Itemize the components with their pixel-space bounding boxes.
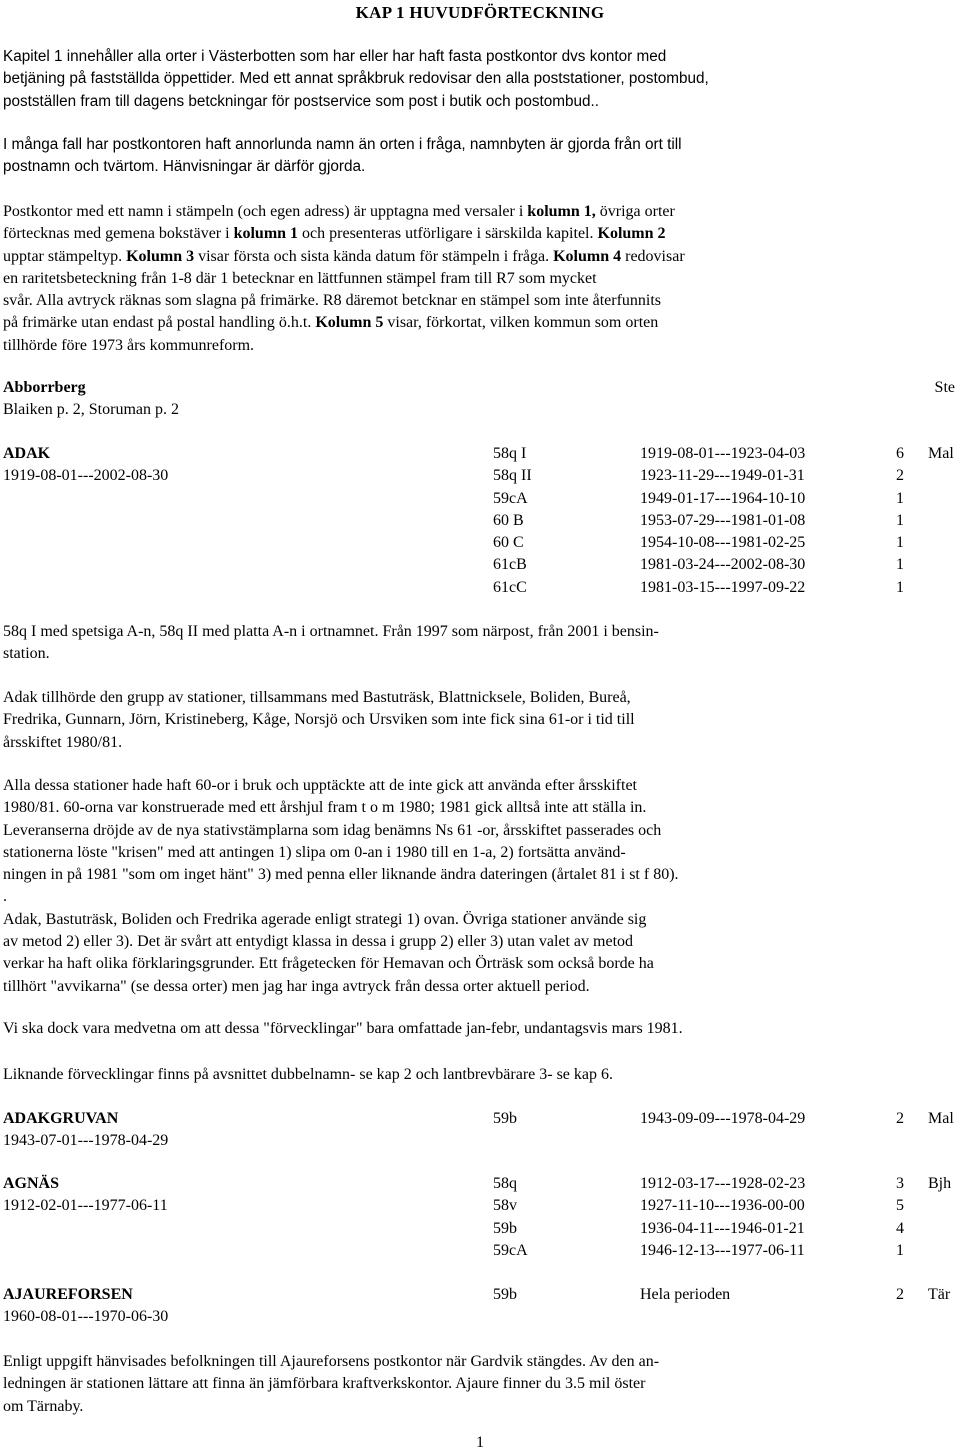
entry-row [3,1240,960,1262]
entry-row [3,399,960,421]
entry-name: AGNÄS [3,1175,60,1192]
stamp-type: 58q [493,1175,517,1192]
rarity: 1 [896,534,904,552]
stamp-dates: 1927-11-10---1936-00-00 [640,1197,805,1215]
ajaure-note [3,1351,951,1418]
stamp-type: 59b [493,1110,517,1127]
entry-adak [3,443,960,599]
entry-abborrberg [3,377,960,422]
text-line [3,246,951,268]
adak-note-5 [3,1064,951,1086]
entry-period: 1960-08-01---1970-06-30 [3,1308,169,1326]
text-line: Leveranserna dröjde av de nya stativstämplarna som idag benämns Ns 61 -or, årsskiftet passerades och [3,821,662,839]
text-line: Liknande förvecklingar finns på avsnittet dubbelnamn- se kap 2 och lantbrevbärare 3- se kap 6. [3,1066,614,1083]
stamp-type: 59cA [493,489,528,507]
rarity: 6 [896,445,904,462]
stamp-dates: 1919-08-01---1923-04-03 [640,445,806,462]
text-line: Enligt uppgift hänvisades befolkningen till Ajaureforsens postkontor när Gardvik stängdes. Av den an- [3,1353,660,1370]
text-run: på frimärke utan endast på postal handling ö.h.t. [3,314,316,332]
stamp-type: 59b [493,1219,517,1237]
rarity: 1 [896,578,904,596]
rarity: 5 [896,1197,904,1215]
text-line: av metod 2) eller 3). Det är svårt att entydigt klassa in dessa i grupp 2) eller 3) utan valet av metod [3,933,634,951]
entry-agnas [3,1173,960,1262]
stamp-type: 58q II [493,467,532,485]
page-title: KAP 1 HUVUDFÖRTECKNING [355,3,605,22]
entry-row [3,465,960,487]
rarity: 1 [896,511,904,529]
columns-paragraph [3,201,951,357]
text-line: Adak tillhörde den grupp av stationer, tillsammans med Bastuträsk, Blattnicksele, Boliden, Bureå, [3,689,631,706]
municipality: Tär [928,1286,951,1303]
stamp-dates: 1912-03-17---1928-02-23 [640,1175,806,1192]
entry-row [3,1218,960,1240]
municipality: Mal [928,1110,954,1127]
rarity: 1 [896,556,904,574]
column-ref: Kolumn 4 [553,247,622,265]
text-run: visar, förkortat, vilken kommun som orten [383,314,659,332]
stamp-dates: 1981-03-15---1997-09-22 [640,578,806,596]
rarity: 3 [896,1175,904,1192]
entry-row [3,377,960,399]
stamp-dates: 1936-04-11---1946-01-21 [640,1219,805,1237]
entry-period: 1912-02-01---1977-06-11 [3,1197,168,1215]
entry-row [3,510,960,532]
text-line: . [3,888,7,906]
stamp-dates: 1954-10-08---1981-02-25 [640,534,806,552]
entry-row [3,1284,960,1306]
text-line: Kapitel 1 innehåller alla orter i Västerbotten som har eller har haft fasta postkontor dvs kontor med [3,48,667,65]
column-ref: Kolumn 5 [315,314,384,332]
entry-name: Abborrberg [3,379,86,396]
rarity: 1 [896,1241,904,1259]
entry-row [3,577,960,599]
text-line: 58q I med spetsiga A-n, 58q II med platta A-n i ortnamnet. Från 1997 som närpost, från 2001 i bensin- [3,623,659,640]
text-line [3,223,951,245]
municipality: Bjh [928,1175,952,1192]
text-run: upptar stämpeltyp. [3,247,127,265]
entry-row [3,1130,960,1152]
text-line: tillhörde före 1973 års kommunreform. [3,336,255,354]
entry-row [3,1173,960,1195]
entry-ajaureforsen [3,1284,960,1329]
text-line: I många fall har postkontoren haft annorlunda namn än orten i fråga, namnbyten är gjorda från ort till [3,136,682,153]
intro-paragraph [3,46,951,113]
text-line [3,201,951,223]
entry-row [3,1195,960,1217]
entry-adakgruvan [3,1108,960,1153]
text-line: stationerna löste "krisen" med att antingen 1) slipa om 0-an i 1980 till en 1-a, 2) fortsätta använd- [3,843,626,861]
stamp-type: 58v [493,1197,517,1215]
stamp-type: 61cC [493,578,527,596]
stamp-dates: 1949-01-17---1964-10-10 [640,489,806,507]
text-line: postnamn och tvärtom. Hänvisningar är därför gjorda. [3,158,366,176]
municipality: Ste [934,379,955,396]
text-line: Fredrika, Gunnarn, Jörn, Kristineberg, Kåge, Norsjö och Ursviken som inte fick sina 61-or i tid till [3,711,635,729]
text-line: ledningen är stationen lättare att finna än jämförbara kraftverkskontor. Ajaure finner du 3.5 mil öster [3,1375,646,1393]
name-change-paragraph [3,134,951,179]
text-line: betjäning på fastställda öppettider. Med ett annat språkbruk redovisar den alla poststationer, postombud, [3,70,709,88]
text-line: en raritetsbeteckning från 1-8 där 1 betecknar en lättfunnen stämpel fram till R7 som mycket [3,269,597,287]
stamp-dates: 1943-09-09---1978-04-29 [640,1110,806,1127]
rarity: 2 [896,467,904,485]
entry-reference: Blaiken p. 2, Storuman p. 2 [3,401,179,419]
stamp-type: 59b [493,1286,517,1303]
adak-note-1 [3,621,951,666]
stamp-type: 59cA [493,1241,528,1259]
column-ref: Kolumn 3 [126,247,195,265]
text-run: övriga orter [595,203,675,220]
entry-row [3,554,960,576]
entry-row [3,1306,960,1328]
stamp-type: 61cB [493,556,527,574]
text-line: årsskiftet 1980/81. [3,733,123,751]
entry-row [3,532,960,554]
text-run: och presenteras utförligare i särskilda kapitel. [298,225,598,243]
text-line: Adak, Bastuträsk, Boliden och Fredrika agerade enligt strategi 1) ovan. Övriga stationer använde sig [3,910,647,928]
column-ref: kolumn 1, [527,203,596,220]
page-number: 1 [476,1434,484,1451]
text-line: om Tärnaby. [3,1397,84,1415]
text-line: verkar ha haft olika förklaringsgrunder. Ett frågetecken för Hemavan och Örträsk som också borde ha [3,955,654,973]
text-line: tillhört "avvikarna" (se dessa orter) men jag har inga avtryck från dessa orter aktuell period. [3,977,590,995]
text-line: ningen in på 1981 "som om inget hänt" 3) med penna eller liknande ändra dateringen (årtalet 81 i st f 80). [3,866,679,884]
stamp-dates: 1981-03-24---2002-08-30 [640,556,806,574]
stamp-dates: 1953-07-29---1981-01-08 [640,511,806,529]
column-ref: Kolumn 2 [597,225,666,243]
text-line: Alla dessa stationer hade haft 60-or i bruk och upptäckte att de inte gick att använda efter årsskiftet [3,777,637,794]
entry-name: ADAK [3,445,51,462]
rarity: 2 [896,1286,904,1303]
municipality: Mal [928,445,954,462]
stamp-dates: 1946-12-13---1977-06-11 [640,1241,805,1259]
entry-name: ADAKGRUVAN [3,1110,119,1127]
stamp-type: 58q I [493,445,527,462]
text-line: postställen fram till dagens betckningar för postservice som post i butik och postombud.. [3,92,600,110]
text-run: redovisar [621,247,685,265]
text-run: visar första och sista kända datum för stämpeln i fråga. [194,247,554,265]
stamp-dates: Hela perioden [640,1286,731,1303]
text-line: station. [3,645,50,663]
text-line: 1980/81. 60-orna var konstruerade med ett årshjul fram t o m 1980; 1981 gick alltså inte att ställa in. [3,799,647,817]
entry-name: AJAUREFORSEN [3,1286,133,1303]
entry-row [3,443,960,465]
entry-row [3,1108,960,1130]
entry-period: 1919-08-01---2002-08-30 [3,467,169,485]
adak-note-3 [3,775,951,998]
entry-row [3,488,960,510]
rarity: 4 [896,1219,904,1237]
text-line: svår. Alla avtryck räknas som slagna på frimärke. R8 däremot betcknar en stämpel som inte återfunnits [3,292,662,310]
text-run: Postkontor med ett namn i stämpeln (och egen adress) är upptagna med versaler i [3,203,528,220]
text-line [3,312,951,334]
rarity: 1 [896,489,904,507]
text-run: förtecknas med gemena bokstäver i [3,225,234,243]
entry-period: 1943-07-01---1978-04-29 [3,1132,169,1150]
column-ref: kolumn 1 [233,225,299,243]
stamp-dates: 1923-11-29---1949-01-31 [640,467,805,485]
stamp-type: 60 C [493,534,524,552]
adak-note-4 [3,1018,951,1040]
rarity: 2 [896,1110,904,1127]
text-line: Vi ska dock vara medvetna om att dessa "förvecklingar" bara omfattade jan-febr, undantagsvis mars 1981. [3,1020,683,1037]
stamp-type: 60 B [493,511,524,529]
adak-note-2 [3,687,951,754]
